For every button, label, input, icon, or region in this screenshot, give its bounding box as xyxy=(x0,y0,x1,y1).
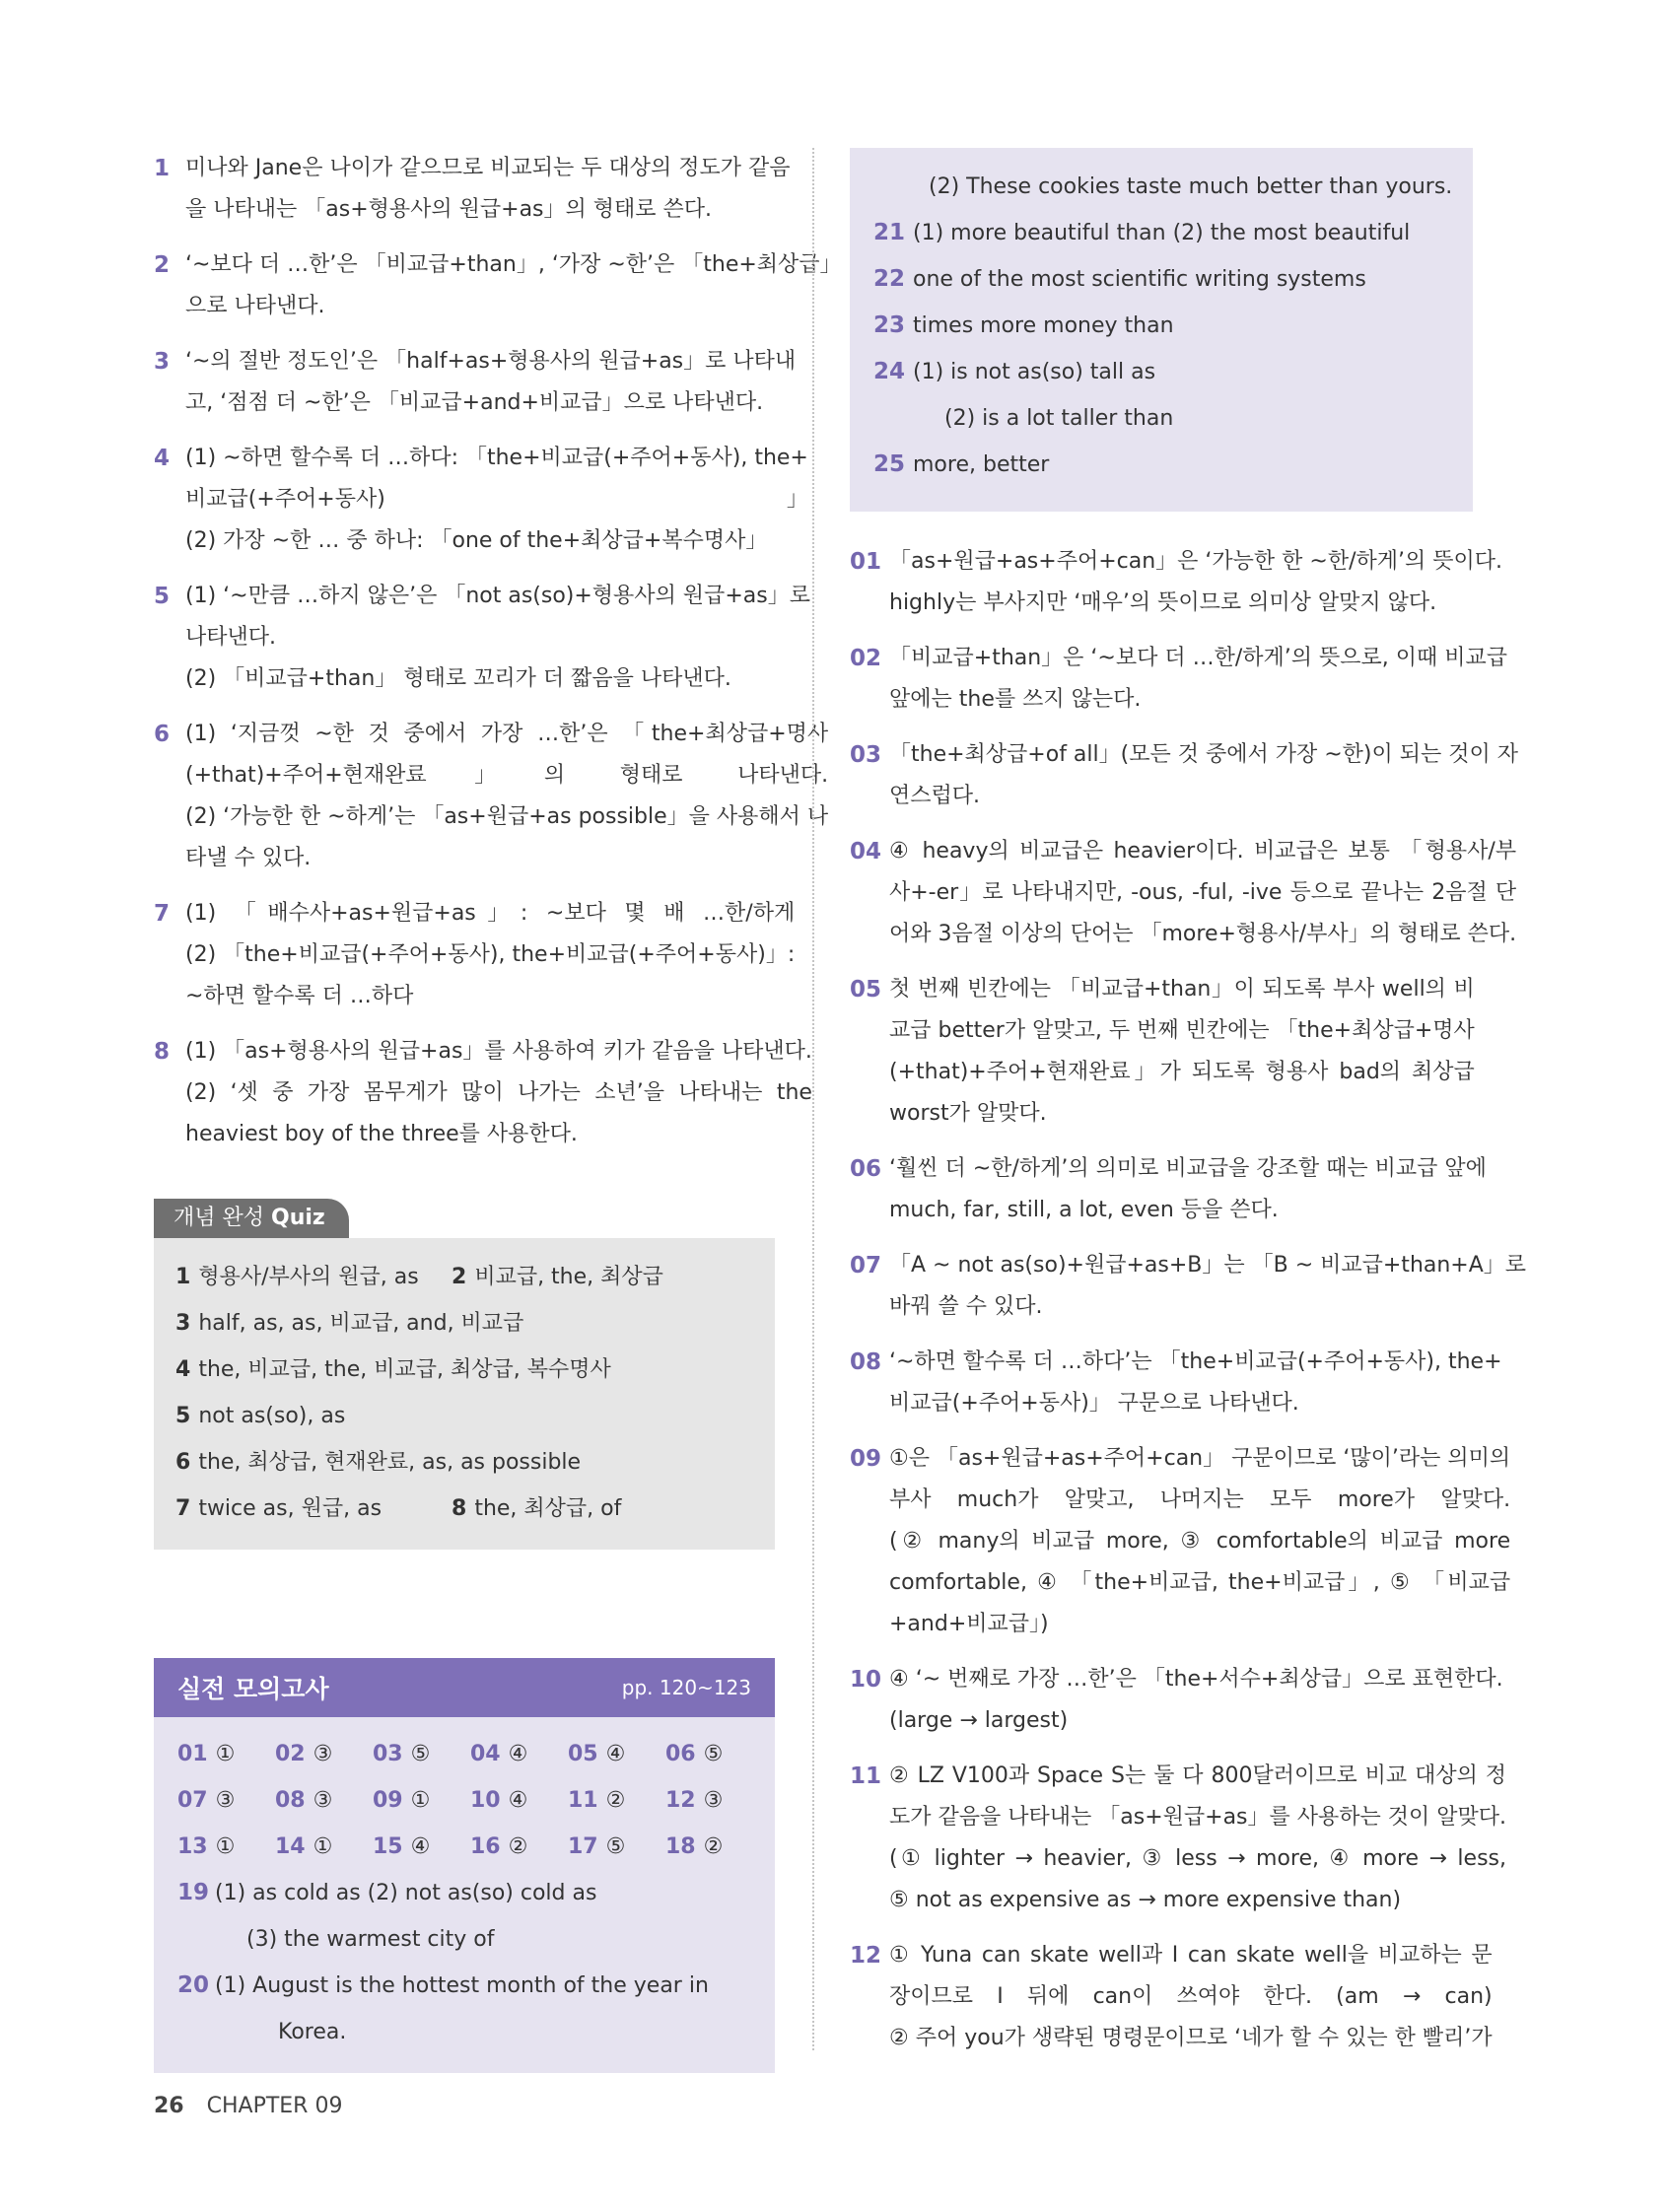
item-number: 07 xyxy=(850,1253,882,1279)
answer-choice: ④ xyxy=(508,1788,528,1813)
quiz-tab xyxy=(154,1199,349,1238)
item-body xyxy=(185,244,842,327)
item-number: 09 xyxy=(850,1446,882,1472)
explanation-item xyxy=(154,1031,812,1155)
item-number: 5 xyxy=(154,584,171,609)
answer-choice: ② xyxy=(703,1834,724,1859)
item-number: 03 xyxy=(850,742,882,768)
explanation-item xyxy=(850,1659,1503,1742)
answer-cell xyxy=(568,1731,665,1777)
left-column xyxy=(154,148,842,2073)
item-line: (1) ‘지금껏 ~한 것 중에서 가장 …한’은 「the+최상급+명사 xyxy=(185,722,829,746)
quiz-answer xyxy=(175,1254,452,1300)
item-line: (large → largest) xyxy=(889,1708,1069,1733)
answer-cell xyxy=(373,1777,470,1824)
item-line: 사+-er」로 나타내지만, -ous, -ful, -ive 등으로 끝나는 2음절 단 xyxy=(889,880,1517,905)
quiz-row xyxy=(175,1393,753,1439)
item-body xyxy=(889,638,1507,721)
item-line: 고, ‘점점 더 ~한’은 「비교급+and+비교급」으로 나타낸다. xyxy=(185,390,764,415)
mock-explanation-list xyxy=(850,541,1527,2059)
answer-number: 05 xyxy=(568,1742,598,1766)
explanation-item xyxy=(850,1438,1511,1645)
answer-cell xyxy=(177,1824,275,1870)
answer-number: 14 xyxy=(275,1834,306,1859)
item-body xyxy=(889,1148,1487,1231)
item-line: ‘~보다 더 …한’은 「비교급+than」, ‘가장 ~한’은 「the+최상급」 xyxy=(185,252,842,277)
item-line: (1) ‘~만큼 …하지 않은’은 「not as(so)+형용사의 원급+as」로 xyxy=(185,584,810,608)
quiz-answer xyxy=(452,1254,663,1300)
explanation-item xyxy=(850,1245,1527,1328)
item-line: ⑤ not as expensive as → more expensive than) xyxy=(889,1888,1402,1912)
item-body xyxy=(913,303,1449,349)
item-line: highly는 부사지만 ‘매우’의 뜻이므로 의미상 알맞지 않다. xyxy=(889,590,1437,615)
item-line: ‘~하면 할수록 더 …하다’는 「the+비교급(+주어+동사), the+ xyxy=(889,1349,1502,1374)
answer-choice: ⑤ xyxy=(703,1742,724,1766)
mock-exam-header xyxy=(154,1658,775,1717)
item-number: 04 xyxy=(850,839,882,864)
item-body xyxy=(913,256,1449,303)
item-line: comfortable, ④ 「the+비교급, the+비교급」, ⑤ 「비교급 xyxy=(889,1570,1511,1595)
item-line: ‘~의 절반 정도인’은 「half+as+형용사의 원급+as」로 나타내 xyxy=(185,349,797,374)
answer-choice: ③ xyxy=(703,1788,724,1813)
quiz-text: not as(so), as xyxy=(198,1404,346,1428)
item-number: 2 xyxy=(154,252,171,278)
answer-number: 06 xyxy=(665,1742,696,1766)
answer-choice: ④ xyxy=(410,1834,431,1859)
answer-choice: ④ xyxy=(605,1742,626,1766)
quiz-text: twice as, 원급, as xyxy=(198,1496,382,1521)
item-body xyxy=(889,1438,1510,1645)
explanation-item xyxy=(154,576,810,700)
item-line: heaviest boy of the three를 사용한다. xyxy=(185,1122,578,1146)
item-body xyxy=(889,831,1516,955)
item-line: (+that)+주어+현재완료」의 형태로 나타낸다. xyxy=(185,763,829,788)
answer-cell xyxy=(665,1731,763,1777)
answer-choice: ① xyxy=(410,1788,431,1813)
item-number: 10 xyxy=(850,1667,882,1693)
quiz-number: 1 xyxy=(175,1265,191,1289)
quiz-row xyxy=(175,1254,753,1300)
answer-number: 11 xyxy=(568,1788,598,1813)
answer-choice: ① xyxy=(313,1834,333,1859)
answer-number: 12 xyxy=(665,1788,696,1813)
answer-number: 01 xyxy=(177,1742,208,1766)
answer-line: (1) more beautiful than (2) the most beautiful xyxy=(913,221,1411,245)
item-line: ② 주어 you가 생략된 명령문이므로 ‘네가 할 수 있는 한 빨리’가 xyxy=(889,2026,1493,2050)
item-line: 바꿔 쓸 수 있다. xyxy=(889,1294,1043,1319)
item-line: ‘훨씬 더 ~한/하게’의 의미로 비교급을 강조할 때는 비교급 앞에 xyxy=(889,1156,1487,1181)
item-line: (2) 「the+비교급(+주어+동사), the+비교급(+주어+동사)」: xyxy=(185,942,796,967)
item-line: 으로 나타낸다. xyxy=(185,294,325,318)
item-line: +and+비교급」) xyxy=(889,1612,1049,1636)
item-body xyxy=(185,576,810,700)
item-line: 나타낸다. xyxy=(185,625,277,650)
column-divider xyxy=(812,148,814,2050)
answer-number: 08 xyxy=(275,1788,306,1813)
item-number: 4 xyxy=(154,446,171,471)
item-line: 앞에는 the를 쓰지 않는다. xyxy=(889,687,1142,712)
answer-cell xyxy=(665,1777,763,1824)
quiz-answer xyxy=(175,1439,581,1486)
item-line: 을 나타내는 「as+형용사의 원급+as」의 형태로 쓴다. xyxy=(185,197,712,222)
answer-item-20 xyxy=(177,1963,751,2055)
explanation-item xyxy=(154,341,797,424)
item-number: 3 xyxy=(154,349,171,375)
answer-choice: ③ xyxy=(215,1788,236,1813)
quiz-text: the, 최상급, of xyxy=(474,1496,622,1521)
answer-line: (1) is not as(so) tall as xyxy=(913,360,1156,384)
item-line: 비교급(+주어+동사)」 구문으로 나타낸다. xyxy=(889,1391,1299,1416)
answer-choice: ② xyxy=(508,1834,528,1859)
answer-choice: ④ xyxy=(508,1742,528,1766)
item-line: (2) 「비교급+than」 형태로 꼬리가 더 짧음을 나타낸다. xyxy=(185,666,731,691)
explanation-item xyxy=(850,541,1502,624)
item-line: 연스럽다. xyxy=(889,784,981,808)
item-line: (1) 「배수사+as+원급+as」: ~보다 몇 배 …한/하게 xyxy=(185,901,796,926)
explanation-item xyxy=(850,969,1473,1135)
explanation-item xyxy=(154,438,808,562)
quiz-answer xyxy=(175,1347,611,1393)
item-body xyxy=(889,1756,1506,1921)
answer-line: more, better xyxy=(913,452,1050,477)
answer-item xyxy=(873,442,1449,488)
answer-cell xyxy=(470,1824,568,1870)
item-number: 1 xyxy=(154,156,171,181)
explanation-item xyxy=(850,1935,1493,2059)
mock-exam-title: 실전 모의고사 xyxy=(177,1675,329,1703)
answer-number: 13 xyxy=(177,1834,208,1859)
answer-cell xyxy=(177,1777,275,1824)
answer-item xyxy=(873,210,1449,256)
quiz-answer xyxy=(452,1486,621,1532)
quiz-row xyxy=(175,1347,753,1393)
explanation-item xyxy=(154,893,796,1017)
answer-cell xyxy=(568,1824,665,1870)
item-line: 부사 much가 알맞고, 나머지는 모두 more가 알맞다. xyxy=(889,1487,1511,1512)
quiz-number: 3 xyxy=(175,1311,191,1336)
answer-line: (1) August is the hottest month of the year in xyxy=(215,1973,709,1998)
answer-number: 16 xyxy=(470,1834,501,1859)
item-line: ~하면 할수록 더 …하다 xyxy=(185,984,414,1008)
answer-grid xyxy=(177,1731,751,1870)
answer-line: Korea. xyxy=(278,2020,347,2044)
item-line: worst가 알맞다. xyxy=(889,1101,1047,1126)
quiz-number: 2 xyxy=(452,1265,467,1289)
quiz-text: 비교급, the, 최상급 xyxy=(474,1265,663,1289)
item-line: 첫 번째 빈칸에는 「비교급+than」이 되도록 부사 well의 비 xyxy=(889,977,1475,1002)
answer-cell xyxy=(568,1777,665,1824)
answer-cell xyxy=(373,1824,470,1870)
item-line: (2) 가장 ~한 … 중 하나: 「one of the+최상급+복수명사」 xyxy=(185,528,768,553)
item-line: ④ ‘~ 번째로 가장 …한’은 「the+서수+최상급」으로 표현한다. xyxy=(889,1667,1503,1692)
item-line: (2) ‘가능한 한 ~하게’는 「as+원급+as possible」을 사용해서 나 xyxy=(185,804,829,829)
answer-number: 15 xyxy=(373,1834,403,1859)
answer-choice: ② xyxy=(605,1788,626,1813)
quiz-text: half, as, as, 비교급, and, 비교급 xyxy=(198,1311,524,1336)
answer-number: 07 xyxy=(177,1788,208,1813)
quiz-number: 6 xyxy=(175,1450,191,1475)
answer-choice: ① xyxy=(215,1742,236,1766)
item-line: 교급 better가 알맞고, 두 번째 빈칸에는 「the+최상급+명사 xyxy=(889,1018,1475,1043)
item-body xyxy=(185,438,808,562)
item-body xyxy=(889,734,1518,817)
item-line: 비교급(+주어+동사)」 xyxy=(185,487,808,512)
item-number: 22 xyxy=(873,266,906,292)
answer-choice: ⑤ xyxy=(410,1742,431,1766)
item-body xyxy=(889,541,1502,624)
quiz-text: the, 최상급, 현재완료, as, as possible xyxy=(198,1450,582,1475)
item-body xyxy=(913,349,1449,442)
page-footer xyxy=(154,2094,342,2118)
answer-number: 09 xyxy=(373,1788,403,1813)
item-body xyxy=(889,1342,1502,1424)
answer-item-19 xyxy=(177,1870,751,1963)
item-body xyxy=(889,969,1475,1135)
item-line: (+that)+주어+현재완료」가 되도록 형용사 bad의 최상급 xyxy=(889,1060,1475,1084)
item-line: 「the+최상급+of all」(모든 것 중에서 가장 ~한)이 되는 것이 자 xyxy=(889,742,1518,767)
item-line: ② LZ V100과 Space S는 둘 다 800달러이므로 비교 대상의 정 xyxy=(889,1763,1506,1788)
item-number: 21 xyxy=(873,220,906,245)
answer-cell xyxy=(275,1777,373,1824)
answer-item xyxy=(873,256,1449,303)
explanation-item xyxy=(850,1148,1487,1231)
item-number: 23 xyxy=(873,312,906,338)
quiz-row xyxy=(175,1300,753,1347)
explanation-list xyxy=(154,148,842,1155)
item-body xyxy=(185,714,828,879)
answer-cell xyxy=(275,1824,373,1870)
item-line: 타낼 수 있다. xyxy=(185,846,312,870)
answer-number: 02 xyxy=(275,1742,306,1766)
item-body xyxy=(889,1659,1503,1742)
item-body xyxy=(913,210,1449,256)
item-body xyxy=(889,1935,1493,2059)
chapter-label: CHAPTER 09 xyxy=(206,2094,343,2118)
mock-exam-section xyxy=(154,1658,775,2073)
explanation-item xyxy=(154,244,842,327)
quiz-answer xyxy=(175,1300,523,1347)
item-line: 「비교급+than」은 ‘~보다 더 …한/하게’의 뜻으로, 이때 비교급 xyxy=(889,646,1508,670)
quiz-tab-label: 개념 완성 xyxy=(174,1206,265,1230)
answer-number: 04 xyxy=(470,1742,501,1766)
item-line: (2) ‘셋 중 가장 몸무게가 많이 나가는 소년’을 나타내는 the xyxy=(185,1080,812,1105)
quiz-number: 4 xyxy=(175,1357,191,1382)
item-number: 05 xyxy=(850,977,882,1002)
answer-number: 18 xyxy=(665,1834,696,1859)
answer-line: one of the most scientific writing systems xyxy=(913,267,1366,292)
explanation-item xyxy=(154,148,791,231)
quiz-tab-label-bold: Quiz xyxy=(271,1206,325,1230)
item-number: 11 xyxy=(850,1763,882,1789)
quiz-number: 8 xyxy=(452,1496,467,1521)
item-number: 24 xyxy=(873,359,906,384)
item-line: much, far, still, a lot, even 등을 쓴다. xyxy=(889,1198,1279,1222)
answer-line: (2) These cookies taste much better than yours. xyxy=(929,174,1453,199)
item-line: 어와 3음절 이상의 단어는 「more+형용사/부사」의 형태로 쓴다. xyxy=(889,922,1517,946)
item-number: 08 xyxy=(850,1349,882,1375)
item-number: 25 xyxy=(873,451,906,477)
item-number: 6 xyxy=(154,722,171,747)
item-line: 장이므로 I 뒤에 can이 쓰여야 한다. (am → can) xyxy=(889,1984,1493,2009)
item-number: 06 xyxy=(850,1156,882,1182)
quiz-text: the, 비교급, the, 비교급, 최상급, 복수명사 xyxy=(198,1357,611,1382)
answer-cell xyxy=(470,1731,568,1777)
item-number: 8 xyxy=(154,1039,171,1065)
item-line: (1) 「as+형용사의 원급+as」를 사용하여 키가 같음을 나타낸다. xyxy=(185,1039,812,1064)
quiz-text: 형용사/부사의 원급, as xyxy=(198,1265,419,1289)
item-body xyxy=(185,148,790,231)
item-body xyxy=(889,1245,1526,1328)
answer-item xyxy=(873,303,1449,349)
item-line: (② many의 비교급 more, ③ comfortable의 비교급 more xyxy=(889,1529,1511,1554)
answer-choice: ③ xyxy=(313,1788,333,1813)
explanation-item xyxy=(154,714,829,879)
explanation-item xyxy=(850,831,1517,955)
page-number: 26 xyxy=(154,2094,184,2118)
item-body xyxy=(185,893,795,1017)
quiz-answer xyxy=(175,1486,452,1532)
item-line: 「as+원급+as+주어+can」은 ‘가능한 한 ~한/하게’의 뜻이다. xyxy=(889,549,1502,574)
item-body xyxy=(185,341,796,424)
quiz-number: 5 xyxy=(175,1404,191,1428)
explanation-item xyxy=(850,1756,1506,1921)
item-line: ④ heavy의 비교급은 heavier이다. 비교급은 보통 「형용사/부 xyxy=(889,839,1517,864)
item-number: 01 xyxy=(850,549,882,575)
answer-cell xyxy=(373,1731,470,1777)
answer-line: (1) as cold as (2) not as(so) cold as xyxy=(215,1881,597,1905)
quiz-number: 7 xyxy=(175,1496,191,1521)
answer-choice: ③ xyxy=(313,1742,333,1766)
answer-line: times more money than xyxy=(913,313,1174,338)
answer-line: (3) the warmest city of xyxy=(246,1927,495,1952)
answer-cell xyxy=(665,1824,763,1870)
item-number: 12 xyxy=(850,1943,882,1969)
item-line: ①은 「as+원급+as+주어+can」 구문이므로 ‘많이’라는 의미의 xyxy=(889,1446,1511,1471)
explanation-item xyxy=(850,734,1518,817)
item-line: ① Yuna can skate well과 I can skate well을 비교하는 문 xyxy=(889,1943,1493,1968)
item-number: 20 xyxy=(177,1972,210,1998)
quiz-row xyxy=(175,1439,753,1486)
item-line: 도가 같음을 나타내는 「as+원급+as」를 사용하는 것이 알맞다. xyxy=(889,1805,1506,1830)
answer-choice: ① xyxy=(215,1834,236,1859)
item-body xyxy=(913,442,1449,488)
answer-line: (2) is a lot taller than xyxy=(944,406,1174,431)
item-line: (1) ~하면 할수록 더 …하다: 「the+비교급(+주어+동사), the+ xyxy=(185,446,808,470)
item-line: (① lighter → heavier, ③ less → more, ④ more → less, xyxy=(889,1846,1506,1871)
item-number: 02 xyxy=(850,646,882,671)
item-line: 미나와 Jane은 나이가 같으므로 비교되는 두 대상의 정도가 같음 xyxy=(185,156,791,180)
answer-cell xyxy=(470,1777,568,1824)
quiz-answer-box xyxy=(154,1238,775,1550)
answer-number: 17 xyxy=(568,1834,598,1859)
explanation-item xyxy=(850,638,1508,721)
item-number: 19 xyxy=(177,1880,210,1905)
quiz-answer xyxy=(175,1393,345,1439)
answer-number: 10 xyxy=(470,1788,501,1813)
answer-cell xyxy=(177,1731,275,1777)
answer-choice: ⑤ xyxy=(605,1834,626,1859)
item-number: 7 xyxy=(154,901,171,927)
quiz-row xyxy=(175,1486,753,1532)
answer-number: 03 xyxy=(373,1742,403,1766)
mock-exam-pages: pp. 120~123 xyxy=(621,1676,751,1699)
mock-exam-body xyxy=(154,1717,775,2073)
item-body xyxy=(185,1031,812,1155)
answers-continued-box xyxy=(850,148,1473,512)
answer-item xyxy=(873,349,1449,442)
answer-cell xyxy=(275,1731,373,1777)
right-column xyxy=(850,148,1527,2073)
item-line: 「A ~ not as(so)+원급+as+B」는 「B ~ 비교급+than+A」로 xyxy=(889,1253,1527,1278)
explanation-item xyxy=(850,1342,1502,1424)
